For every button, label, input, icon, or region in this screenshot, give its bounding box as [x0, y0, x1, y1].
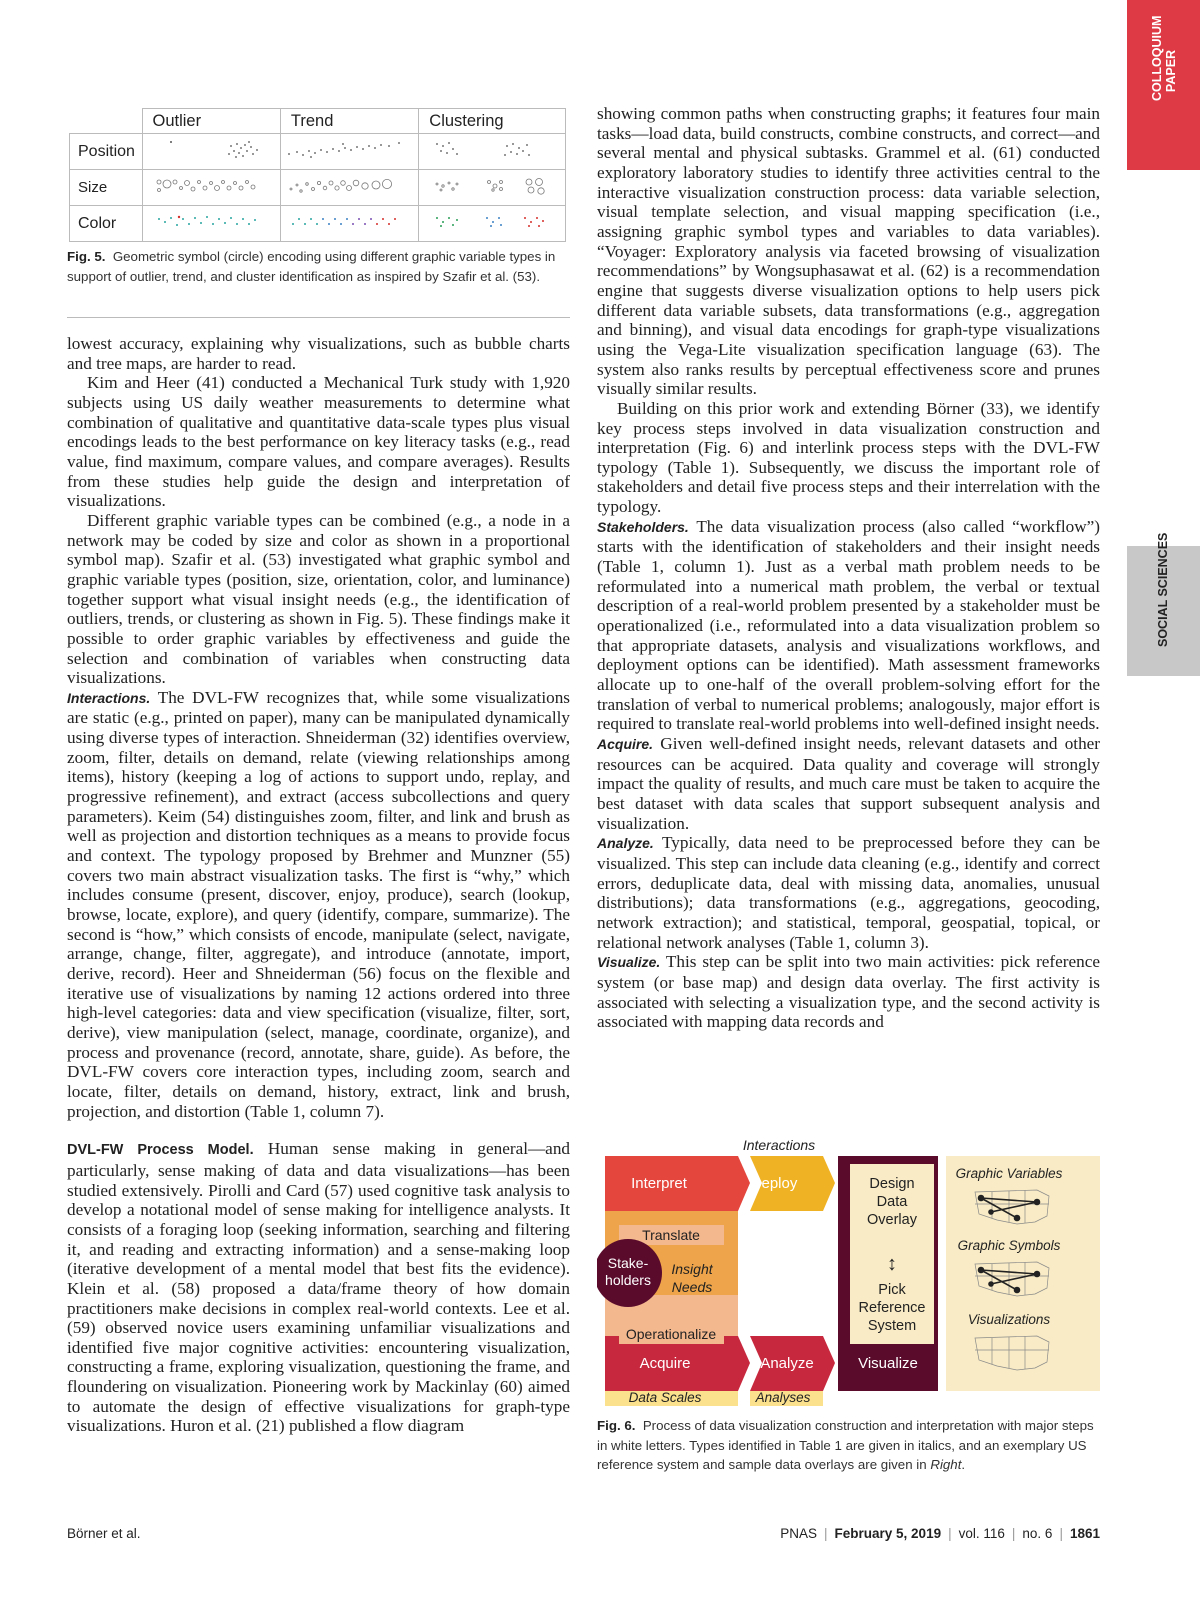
paragraph: Interactions. The DVL-FW recognizes that, while some visualizations are static (e.g., printed on paper), many can be manipulated dynamically using diverse types of interaction. Shneiderman (32) identifies overview, zoom, filter, details on demand, relate (viewing relationships among items), history (keeping a log of actions to support undo, replay, and progressive refinement), and extract (access subcollections and query parameters). Keim (54) distinguishes zoom, filter, and link and brush as well as projection and distortion techniques as a means to provide focus and context. The typology proposed by Brehmer and Munzner (55) covers two main abstract visualization tasks. The first is “why,” which includes consume (present, discover, enjoy, produce), search (lookup, browse, locate, explore), and query (identify, compare, summarize). The second is “how,” which consists of encode, manipulate (select, navigate, arrange, change, filter, aggregate), and introduce (annotate, import, derive, record). Heer and Shneiderman (56) focus on the flexible and iterative use of visualizations by naming 12 actions ordered into three high-level categories: data and view specification (visualize, filter, sort, derive), view manipulation (select, manage, coordinate, organize), and process and provenance (record, annotate, share, guide). As before, the DVL-FW covers core interaction types, including zoom, search and locate, filter, details on demand, history, extract, link and brush, projection, and distortion (Table 1, column 7). [67, 687, 570, 1121]
fig5-dots [419, 134, 559, 164]
run-in-heading: Acquire. [597, 736, 654, 752]
fig6-analyze: Analyze [760, 1355, 814, 1372]
fig5-cell [142, 134, 280, 170]
fig5-cell [280, 170, 418, 206]
fig5-table [69, 108, 566, 242]
paragraph: Building on this prior work and extending Börner (33), we identify key process steps involved in data visualization construction and interpretation (Fig. 6) and interlink process steps with the DVL-FW typology (Table 1). Subsequently, we discuss the important role of stakeholders and detail five process steps and their interrelation with the typology. [597, 398, 1100, 517]
fig5-row-position: Position [70, 134, 143, 170]
fig6-operationalize: Operationalize [625, 1326, 717, 1342]
run-in-heading: Interactions. [67, 689, 151, 706]
fig6-caption-label: Fig. 6. [597, 1418, 636, 1433]
fig5-col-clustering: Clustering [419, 109, 566, 134]
paragraph: DVL-FW Process Model. Human sense making in general—and particularly, sense making of data and data visualizations—has been studied extensively. Pirolli and Card (57) used cognitive task analysis to develop a notational model of sense making for intelligence analysts. It consists of a foraging loop (seeking information, searching and filtering it, and reading and extracting information) and a sense-making loop (iterative development of a mental model that best fits the evidence). Klein et al. (58) proposed a data/frame theory of how domain practitioners make decisions in complex real-world contexts. Lee et al. (59) observed novice users examining unfamiliar visualizations and identified five major cognitive activities: encountering visualization, constructing a frame, exploring visualization, questioning the frame, and floundering on visualization. Pioneering work by Mackinlay (60) aimed to automate the design of effective visualizations for graph-type visualizations. Huron et al. (21) published a flow diagram [67, 1139, 571, 1436]
fig5-circles [143, 170, 275, 200]
run-in-heading: Analyze. [597, 835, 654, 852]
section-heading: DVL-FW Process Model. [67, 1142, 254, 1159]
fig6-analyses: Analyses [755, 1390, 811, 1405]
fig6-insight-needs: Insight Needs [671, 1261, 713, 1295]
fig5-colored-dots [281, 206, 413, 236]
paragraph: Acquire. Given well-defined insight needs, relevant datasets and other resources can be acquired. Data quality and coverage will strongly impact the quality of results, and much care must be taken to acquire the best dataset with data scales that support subsequent analysis and visualization. [597, 734, 1101, 833]
fig5-cell [419, 134, 566, 170]
fig6-visualizations: Visualizations [967, 1312, 1051, 1327]
colloquium-tab-label: COLLOQUIUM PAPER [1149, 15, 1178, 101]
paragraph: Visualize. This step can be split into two main activities: pick reference system (or base map) and design data overlay. The first activity is associated with selecting a visualization type, and the second activity is associated with mapping data records and [597, 952, 1100, 1032]
fig5-colored-dots [419, 206, 559, 236]
fig5-cell [142, 170, 280, 206]
fig6-design-data-overlay: Design Data Overlay [867, 1176, 917, 1228]
fig5-dots [143, 134, 275, 164]
left-column [67, 334, 570, 1436]
right-column [597, 104, 1100, 1032]
fig5-col-outlier: Outlier [142, 109, 280, 134]
fig6-diagram [597, 1132, 1100, 1406]
fig6-graphic-variables: Graphic Variables [955, 1166, 1063, 1181]
paragraph: lowest accuracy, explaining why visualizations, such as bubble charts and tree maps, are harder to read. [67, 334, 570, 373]
fig5-caption-text: Geometric symbol (circle) encoding using different graphic variable types in support of outlier, trend, and cluster identification as inspired by Szafir et al. (53). [67, 249, 556, 284]
fig5-caption-label: Fig. 5. [67, 249, 106, 264]
fig6-caption-text: Process of data visualization construction and interpretation with major steps in white letters. Types identified in Table 1 are given in italics, and an exemplary US reference system and sample data overlays are given in [597, 1418, 1094, 1472]
social-sciences-tab-label: SOCIAL SCIENCES [1156, 532, 1170, 647]
fig6-pick-reference-system: Pick Reference System [858, 1282, 926, 1334]
footer-citation: PNAS | February 5, 2019 | vol. 116 | no. 6 | 1861 [780, 1526, 1100, 1541]
footer-page: 1861 [1069, 1526, 1100, 1541]
footer-issue: no. 6 [1022, 1526, 1053, 1541]
fig5-row-color: Color [70, 206, 143, 242]
fig5-caption [67, 247, 570, 286]
footer-date: February 5, 2019 [834, 1526, 942, 1541]
fig6-acquire: Acquire [639, 1355, 691, 1372]
fig5-cell [419, 206, 566, 242]
fig5-col-trend: Trend [280, 109, 418, 134]
fig6-stakeholders: Stake-holders [605, 1255, 651, 1288]
paragraph: Analyze. Typically, data need to be preprocessed before they can be visualized. This step can include data cleaning (e.g., identify and correct errors, deduplicate data, deal with missing data, anomalies, unusual distributions); data transformations (e.g., aggregations, geocoding, network extraction); and statistical, temporal, geospatial, topical, or relational network analyses (Table 1, column 3). [597, 833, 1100, 952]
run-in-heading: Visualize. [597, 954, 661, 971]
fig5-circles [419, 170, 559, 200]
fig6-translate: Translate [642, 1227, 700, 1243]
fig5-row-size: Size [70, 170, 143, 206]
run-in-heading: Stakeholders. [597, 518, 689, 535]
divider [67, 317, 570, 318]
paragraph: Kim and Heer (41) conducted a Mechanical Turk study with 1,920 subjects using US daily weather measurements to determine what combination of qualitative and quantitative data-scale types plus visual encodings leads to the best performance on key literacy tasks (e.g., read value, find maximum, compare values, and compare averages). Results from these studies help guide the design and interpretation of visualizations. [67, 373, 570, 511]
fig6-visualize: Visualize [858, 1355, 918, 1372]
fig5-cell [280, 206, 418, 242]
paragraph: showing common paths when constructing graphs; it features four main tasks—load data, build constructs, combine constructs, and correct—and several mental and physical subtasks. Grammel et al. (61) conducted exploratory laboratory studies to identify three activities central to the interactive visualization construction process: data variable selection, visual template selection, and visual mapping specification (i.e., assigning graphic symbol types and variables to data variables). “Voyager: Exploratory analysis via faceted browsing of visualization recommendations” by Wongsuphasawat et al. (62) is a recommendation engine that suggests diverse visualization options to help users pick different data variable subsets, data transformations (e.g., aggregation and binning), and visual data encodings for graph-type visualizations using the Vega-Lite visualization specification language (63). The system also ranks results by perceptual effectiveness score and prunes visually similar results. [597, 104, 1100, 399]
fig6-data-scales: Data Scales [628, 1390, 702, 1405]
fig5-circles [281, 170, 413, 200]
footer-author: Börner et al. [67, 1526, 141, 1541]
fig6-interactions: Interactions [742, 1137, 816, 1153]
fig5-colored-dots [143, 206, 275, 236]
fig6-caption: Fig. 6. Process of data visualization construction and interpretation with major steps in white letters. Types identified in Table 1 are given in italics, and an exemplary US reference system and sample data overlays are given in Right. [597, 1418, 1094, 1472]
footer-journal: PNAS [780, 1526, 817, 1541]
fig6-deploy: Deploy [750, 1175, 798, 1192]
updown-arrow-icon: ↕ [887, 1253, 897, 1275]
fig5-cell [280, 134, 418, 170]
fig6-interpret: Interpret [631, 1175, 687, 1192]
paragraph: Different graphic variable types can be combined (e.g., a node in a network may be coded by size and color as shown in a proportional symbol map). Szafir et al. (53) investigated what graphic symbol and graphic variable types (position, size, orientation, color, and luminance) together support what visual insight needs (e.g., the identification of outliers, trends, or clustering as shown in Fig. 5). These findings make it possible to order graphic variables by effectiveness and guide the selection and combination of variables when constructing data visualizations. [67, 510, 570, 688]
paragraph: Stakeholders. The data visualization process (also called “workflow”) starts with the identification of stakeholders and their insight needs (Table 1, column 1). Just as a verbal math problem needs to be reformulated into a numerical math problem, the verbal or textual description of a real-world problem presented by a stakeholder must be operationalized (i.e., reformulated into a data visualization problem so that appropriate datasets, analysis and visualizations workflows, and deployment options can be identified). Math assessment frameworks allocate up to one-half of the overall problem-solving effort for the translation of verbal to numerical problems; analogously, major effort is required to translate real-world problems into well-defined insight needs. [597, 516, 1100, 734]
fig5-cell [419, 170, 566, 206]
fig5-cell [142, 206, 280, 242]
footer-volume: vol. 116 [958, 1526, 1005, 1541]
fig5-dots [281, 134, 413, 164]
fig6-graphic-symbols: Graphic Symbols [957, 1238, 1061, 1253]
